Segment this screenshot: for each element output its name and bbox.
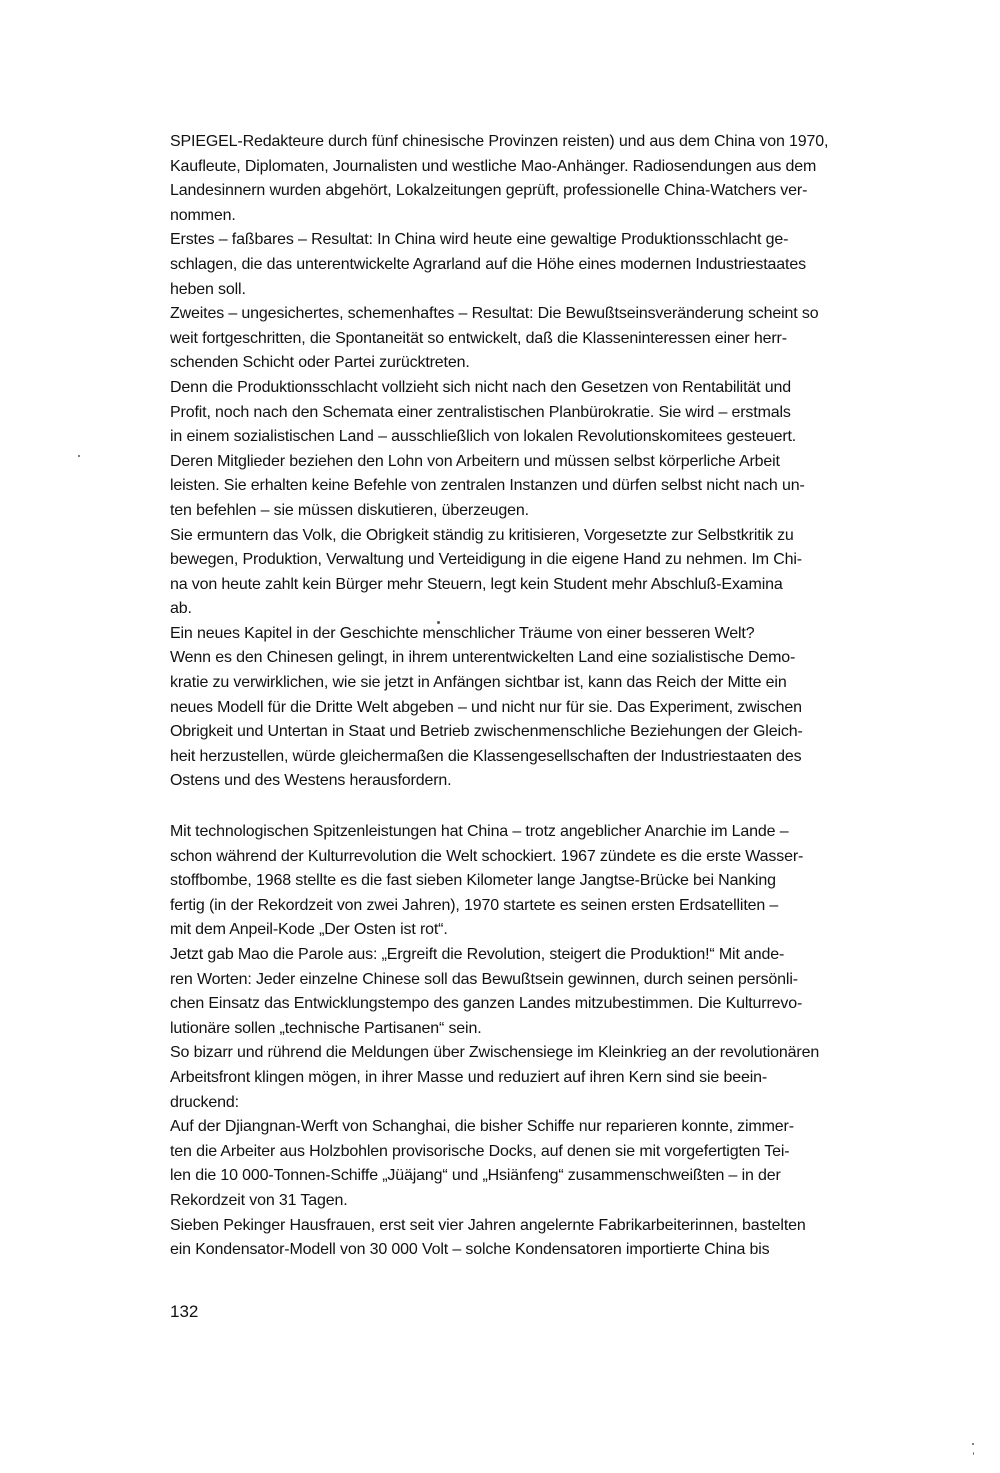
text-line: in einem sozialistischen Land – ausschließlich von lokalen Revolutionskomitees gesteuert. [170, 428, 797, 446]
text-line: Mit technologischen Spitzenleistungen hat China – trotz angeblicher Anarchie im Lande – [170, 823, 789, 840]
text-line: Auf der Djiangnan-Werft von Schanghai, die bisher Schiffe nur reparieren konnte, zimmer- [170, 1118, 794, 1136]
text-line: Kaufleute, Diplomaten, Journalisten und westliche Mao-Anhänger. Radiosendungen aus dem [170, 157, 817, 175]
scan-speck [973, 1452, 974, 1455]
text-line: druckend: [170, 1093, 239, 1111]
text-line: ten befehlen – sie müssen diskutieren, überzeugen. [170, 501, 529, 519]
text-line: heben soll. [170, 280, 246, 298]
text-line: Ostens und des Westens herausfordern. [170, 772, 452, 790]
text-line: len die 10 000-Tonnen-Schiffe „Jüäjang“ und „Hsiänfeng“ zusammenschweißten – in der [170, 1167, 781, 1185]
text-line: ein Kondensator-Modell von 30 000 Volt – solche Kondensatoren importierte China bis [170, 1241, 770, 1259]
text-line: nommen. [170, 206, 236, 224]
text-line: Erstes – faßbares – Resultat: In China wird heute eine gewaltige Produktionsschlacht ge- [170, 231, 789, 249]
text-line: neues Modell für die Dritte Welt abgeben – und nicht nur für sie. Das Experiment, zwischen [170, 698, 802, 716]
text-line: Zweites – ungesichertes, schemenhaftes – Resultat: Die Bewußtseinsveränderung scheint so [170, 305, 819, 323]
text-line: ren Worten: Jeder einzelne Chinese soll das Bewußtsein gewinnen, durch seinen persönli- [170, 970, 798, 988]
text-line: lutionäre sollen „technische Partisanen“ sein. [170, 1019, 482, 1037]
text-line: ab. [170, 600, 192, 618]
scan-speck [972, 1443, 974, 1445]
text-line: Rekordzeit von 31 Tagen. [170, 1191, 348, 1209]
text-line: leisten. Sie erhalten keine Befehle von zentralen Instanzen und dürfen selbst nicht nach un- [170, 477, 805, 495]
text-line: Obrigkeit und Untertan in Staat und Betrieb zwischenmenschliche Beziehungen der Gleich- [170, 723, 803, 741]
text-line: kratie zu verwirklichen, wie sie jetzt in Anfängen sichtbar ist, kann das Reich der Mitte ein [170, 674, 787, 692]
text-line: heit herzustellen, würde gleichermaßen die Klassengesellschaften der Industriestaaten des [170, 747, 802, 765]
text-line: Arbeitsfront klingen mögen, in ihrer Masse und reduziert auf ihren Kern sind sie beein- [170, 1068, 768, 1086]
scan-speck [437, 621, 440, 624]
text-line: bewegen, Produktion, Verwaltung und Verteidigung in die eigene Hand zu nehmen. Im Chi- [170, 551, 802, 569]
scan-speck [78, 455, 80, 457]
text-line: Wenn es den Chinesen gelingt, in ihrem unterentwickelten Land eine sozialistische Demo- [170, 649, 796, 667]
text-line: schenden Schicht oder Partei zurücktreten. [170, 354, 470, 372]
text-line: stoffbombe, 1968 stellte es die fast sieben Kilometer lange Jangtse-Brücke bei Nanking [170, 872, 776, 890]
text-line: So bizarr und rührend die Meldungen über Zwischensiege im Kleinkrieg an der revolutionären [170, 1044, 820, 1062]
text-line: schlagen, die das unterentwickelte Agrarland auf die Höhe eines modernen Industriestaates [170, 255, 806, 273]
text-block-upper [170, 130, 915, 794]
text-line: SPIEGEL-Redakteure durch fünf chinesische Provinzen reisten) und aus dem China von 1970, [170, 133, 829, 150]
text-line: na von heute zahlt kein Bürger mehr Steuern, legt kein Student mehr Abschluß-Examina [170, 575, 783, 593]
text-line: Profit, noch nach den Schemata einer zentralistischen Planbürokratie. Sie wird – erstmals [170, 403, 791, 421]
text-line: fertig (in der Rekordzeit von zwei Jahren), 1970 startete es seinen ersten Erdsatelliten – [170, 896, 779, 914]
text-line: Jetzt gab Mao die Parole aus: „Ergreift die Revolution, steigert die Produktion!“ Mit ande- [170, 945, 785, 963]
text-line: Denn die Produktionsschlacht vollzieht sich nicht nach den Gesetzen von Rentabilität und [170, 378, 791, 396]
text-line: Deren Mitglieder beziehen den Lohn von Arbeitern und müssen selbst körperliche Arbeit [170, 452, 780, 470]
text-line: Ein neues Kapitel in der Geschichte menschlicher Träume von einer besseren Welt? [170, 624, 755, 642]
text-line: chen Einsatz das Entwicklungstempo des ganzen Landes mitzubestimmen. Die Kulturrevo- [170, 995, 803, 1013]
text-line: Landesinnern wurden abgehört, Lokalzeitungen geprüft, professionelle China-Watchers ver- [170, 182, 808, 200]
text-line: schon während der Kulturrevolution die Welt schockiert. 1967 zündete es die erste Wasser- [170, 847, 804, 865]
text-block-lower [170, 820, 915, 1263]
text-line: mit dem Anpeil-Kode „Der Osten ist rot“. [170, 921, 448, 939]
text-line: ten die Arbeiter aus Holzbohlen provisorische Docks, auf denen sie mit vorgefertigten Tei- [170, 1142, 790, 1160]
page-number: 132 [170, 1302, 199, 1321]
text-line: weit fortgeschritten, die Spontaneität so entwickelt, daß die Klasseninteressen einer herr- [170, 329, 787, 347]
text-line: Sieben Pekinger Hausfrauen, erst seit vier Jahren angelernte Fabrikarbeiterinnen, bastelten [170, 1216, 806, 1234]
text-line: Sie ermuntern das Volk, die Obrigkeit ständig zu kritisieren, Vorgesetzte zur Selbstkritik zu [170, 526, 794, 544]
